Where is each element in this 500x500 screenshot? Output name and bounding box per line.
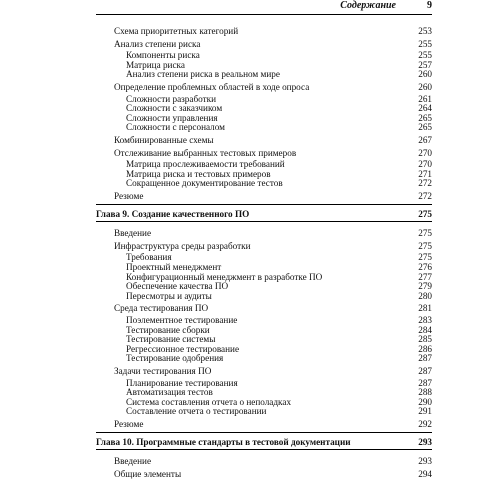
toc-entry-title: Автоматизация тестов bbox=[126, 387, 213, 398]
toc-entry-page: 260 bbox=[418, 82, 432, 92]
chapter-rule-bottom bbox=[96, 449, 432, 450]
toc-entry-page: 287 bbox=[418, 366, 432, 376]
toc-entry-page: 257 bbox=[418, 59, 432, 70]
toc-entry-title: Задачи тестирования ПО bbox=[114, 366, 212, 376]
toc-entry-page: 275 bbox=[418, 208, 432, 219]
toc-entry-page: 292 bbox=[418, 419, 432, 429]
toc-entry-title: Обеспечение качества ПО bbox=[126, 281, 229, 292]
toc-entry-page: 293 bbox=[418, 456, 432, 467]
toc-entry-title: Матрица риска bbox=[126, 59, 185, 70]
toc-entry-page: 272 bbox=[418, 191, 432, 201]
toc-entry-title: Определение проблемных областей в ходе опроса bbox=[114, 82, 310, 92]
chapter-rule-bottom bbox=[96, 221, 432, 222]
toc-entry-title: Матрица прослеживаемости требований bbox=[126, 159, 285, 170]
toc-entry-title: Матрица риска и тестовых примеров bbox=[126, 168, 271, 179]
toc-entry-page: 281 bbox=[418, 303, 432, 314]
toc-entry-title: Среда тестирования ПО bbox=[114, 303, 209, 314]
toc-entry-title: Пересмотры и аудиты bbox=[126, 290, 212, 301]
toc-entry-title: Глава 9. Создание качественного ПО bbox=[96, 208, 250, 219]
toc-entry-page: 265 bbox=[418, 122, 432, 133]
toc-entry-page: 275 bbox=[418, 252, 432, 263]
toc-entry-page: 265 bbox=[418, 112, 432, 123]
toc-entry-title: Конфигурационный менеджмент в разработке ПО bbox=[126, 271, 323, 282]
toc-entry-page: 286 bbox=[418, 343, 432, 354]
toc-entry-page: 288 bbox=[418, 387, 432, 398]
toc-entry-page: 280 bbox=[418, 290, 432, 301]
toc-entry-title: Составление отчета о тестировании bbox=[126, 406, 267, 417]
toc-entry-page: 264 bbox=[418, 103, 432, 114]
toc-entry-page: 260 bbox=[418, 69, 432, 80]
running-header bbox=[96, 0, 432, 15]
toc-entry-title: Отслеживание выбранных тестовых примеров bbox=[114, 147, 297, 158]
toc-entry-page: 271 bbox=[418, 168, 432, 179]
toc-entry-title: Компоненты риска bbox=[126, 50, 200, 61]
toc-entry-page: 284 bbox=[418, 324, 432, 335]
toc-entry-title: Поэлементное тестирование bbox=[126, 315, 238, 325]
toc-entry-title: Сложности разработки bbox=[126, 93, 216, 104]
toc-entry-page: 285 bbox=[418, 334, 432, 345]
toc-entry-title: Тестирование сборки bbox=[126, 324, 210, 335]
toc-entry-page: 255 bbox=[418, 50, 432, 61]
toc-entry-title: Комбинированные схемы bbox=[114, 135, 214, 145]
toc-entry-page: 290 bbox=[418, 396, 432, 407]
toc-entry-page: 253 bbox=[418, 26, 432, 36]
toc-entry-title: Планирование тестирования bbox=[126, 377, 238, 388]
toc-entry-title: Резюме bbox=[114, 419, 144, 429]
toc-entry-page: 270 bbox=[418, 147, 432, 158]
toc-entry-title: Сокращенное документирование тестов bbox=[126, 178, 283, 189]
toc-entry-page: 283 bbox=[418, 315, 432, 325]
toc-entry-title: Сложности управления bbox=[126, 112, 218, 123]
toc-entry-title: Требования bbox=[126, 252, 172, 263]
toc-entry-title: Анализ степени риска bbox=[114, 38, 201, 49]
toc-entry-title: Регрессионное тестирование bbox=[126, 343, 240, 354]
toc-entry-page: 279 bbox=[418, 281, 432, 292]
toc-entry-page: 270 bbox=[418, 159, 432, 170]
toc-entry-title: Проектный менеджмент bbox=[126, 262, 222, 272]
toc-entry-page: 261 bbox=[418, 93, 432, 104]
toc-entry-title: Введение bbox=[114, 456, 152, 467]
toc-entry-page: 291 bbox=[418, 406, 432, 417]
toc-entry-title: Введение bbox=[114, 228, 152, 239]
toc-entry-title: Система составления отчета о неполадках bbox=[126, 396, 292, 407]
toc-entry-page: 276 bbox=[418, 262, 432, 272]
chapter-rule-top bbox=[96, 204, 432, 205]
toc-entry-page: 277 bbox=[418, 271, 432, 282]
toc-entry-page: 293 bbox=[418, 436, 432, 447]
toc-entry-title: Инфраструктура среды разработки bbox=[114, 240, 251, 251]
toc-entry-page: 294 bbox=[418, 468, 432, 479]
toc-entry-title: Общие элементы bbox=[114, 468, 182, 479]
toc-entry-page: 255 bbox=[418, 38, 432, 49]
toc-entry-title: Схема приоритетных категорий bbox=[114, 26, 239, 36]
toc-entry-page: 287 bbox=[418, 377, 432, 388]
toc-entry-page: 272 bbox=[418, 178, 432, 189]
toc-entry-title: Глава 10. Программные стандарты в тестовой документации bbox=[96, 436, 351, 447]
toc-entry-title: Анализ степени риска в реальном мире bbox=[126, 69, 280, 80]
header-title: Содержание bbox=[340, 0, 396, 11]
toc-entry-page: 275 bbox=[418, 228, 432, 239]
toc-entry-title: Тестирование системы bbox=[126, 334, 216, 345]
toc-entry-title: Сложности с заказчиком bbox=[126, 103, 223, 114]
toc-entry-title: Сложности с персоналом bbox=[126, 122, 225, 133]
toc-entry-page: 275 bbox=[418, 240, 432, 251]
chapter-rule-top bbox=[96, 432, 432, 433]
toc-entry-title: Резюме bbox=[114, 191, 144, 201]
header-page-number: 9 bbox=[427, 0, 432, 11]
toc-entry-title: Тестирование одобрения bbox=[126, 353, 224, 364]
toc-entry-page: 267 bbox=[418, 135, 432, 145]
toc-entry-page: 287 bbox=[418, 353, 432, 364]
